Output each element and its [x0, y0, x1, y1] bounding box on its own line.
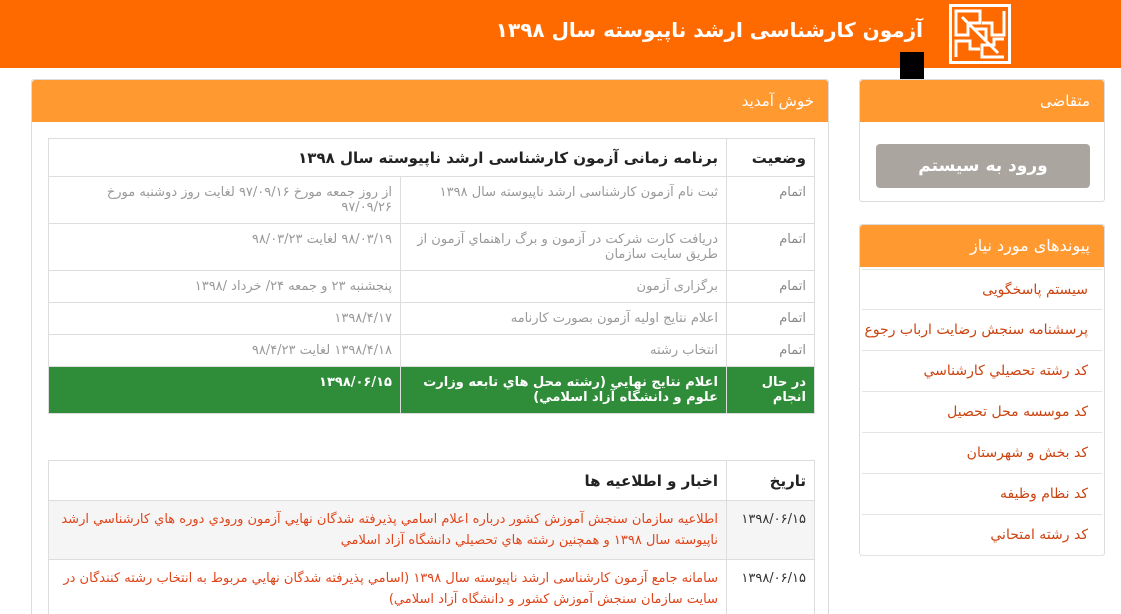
status-header: وضعیت — [727, 139, 815, 177]
status-cell: اتمام — [727, 224, 815, 271]
news-row — [49, 501, 815, 560]
table-row — [49, 177, 815, 224]
link-institution-code[interactable]: کد موسسه محل تحصیل — [862, 392, 1102, 433]
status-cell: اتمام — [727, 177, 815, 224]
news-date: ۱۳۹۸/۰۶/۱۵ — [727, 560, 815, 614]
site-title: آزمون کارشناسی ارشد ناپیوسته سال ۱۳۹۸ — [495, 18, 923, 42]
link-military-code[interactable]: کد نظام وظیفه — [862, 474, 1102, 515]
activity-cell: دريافت کارت شرکت در آزمون و برگ راهنماي آزمون از طريق سايت سازمان — [401, 224, 727, 271]
date-cell: از روز جمعه مورخ ۹۷/۰۹/۱۶ لغایت روز دوشنبه مورخ ۹۷/۰۹/۲۶ — [49, 177, 401, 224]
links-panel-title: پیوندهای مورد نیاز — [860, 225, 1104, 267]
news-date: ۱۳۹۸/۰۶/۱۵ — [727, 501, 815, 560]
date-cell: ۱۳۹۸/۴/۱۸ لغایت ۹۸/۴/۲۳ — [49, 335, 401, 367]
news-row — [49, 560, 815, 614]
schedule-header: برنامه زمانی آزمون کارشناسی ارشد ناپیوسته سال ۱۳۹۸ — [49, 139, 727, 177]
table-row — [49, 271, 815, 303]
top-header — [0, 0, 1121, 68]
news-title-header: اخبار و اطلاعیه ها — [49, 461, 727, 501]
links-panel — [859, 224, 1105, 556]
news-link[interactable]: اطلاعيه سازمان سنجش آموزش کشور درباره اعلام اسامي پذيرفته شدگان نهايي آزمون ورودي دوره هاي کارشناسي ارشد ناپيوسته سال ۱۳۹۸ و همچنين رشته هاي تحصيلي دانشگاه آزاد اسلامي — [49, 501, 727, 560]
login-panel-title: متقاضی — [860, 80, 1104, 122]
logo-icon[interactable] — [949, 4, 1011, 64]
login-button[interactable]: ورود به سیستم — [876, 144, 1090, 188]
news-table — [48, 460, 815, 614]
date-cell: ۹۸/۰۳/۱۹ لغايت ۹۸/۰۳/۲۳ — [49, 224, 401, 271]
link-district-code[interactable]: کد بخش و شهرستان — [862, 433, 1102, 474]
status-cell: اتمام — [727, 303, 815, 335]
status-cell: در حال انجام — [727, 367, 815, 414]
table-row-active — [49, 367, 815, 414]
news-date-header: تاریخ — [727, 461, 815, 501]
date-cell: ۱۳۹۸/۴/۱۷ — [49, 303, 401, 335]
status-cell: اتمام — [727, 335, 815, 367]
link-satisfaction-survey[interactable]: پرسشنامه سنجش رضایت ارباب رجوع — [862, 310, 1102, 351]
schedule-table — [48, 138, 815, 414]
links-list — [862, 269, 1102, 556]
link-exam-field-code[interactable]: کد رشته امتحاني — [862, 515, 1102, 556]
table-row — [49, 224, 815, 271]
table-row — [49, 303, 815, 335]
activity-cell: اعلام نتايج نهايي (رشته محل هاي تابعه وزارت علوم و دانشگاه آزاد اسلامي) — [401, 367, 727, 414]
activity-cell: انتخاب رشته — [401, 335, 727, 367]
table-row — [49, 335, 815, 367]
date-cell: پنجشنبه ۲۳ و جمعه ۲۴/ خرداد /۱۳۹۸ — [49, 271, 401, 303]
status-cell: اتمام — [727, 271, 815, 303]
activity-cell: اعلام نتایج اولیه آزمون بصورت کارنامه — [401, 303, 727, 335]
welcome-panel — [31, 79, 829, 614]
news-link[interactable]: سامانه جامع آزمون کارشناسی ارشد ناپیوسته سال ۱۳۹۸ (اسامي پذيرفته شدگان نهايي مربوط به انتخاب رشته کنندگان در سايت سازمان سنجش آموزش کشور و دانشگاه آزاد اسلامي) — [49, 560, 727, 614]
activity-cell: ثبت نام آزمون کارشناسی ارشد ناپیوسته سال ۱۳۹۸ — [401, 177, 727, 224]
activity-cell: برگزاری آزمون — [401, 271, 727, 303]
date-cell: ۱۳۹۸/۰۶/۱۵ — [49, 367, 401, 414]
welcome-panel-title: خوش آمدید — [32, 80, 828, 122]
link-support-system[interactable]: سیستم پاسخگویی — [862, 269, 1102, 310]
login-panel — [859, 79, 1105, 202]
link-bachelor-field-code[interactable]: کد رشته تحصيلي کارشناسي — [862, 351, 1102, 392]
